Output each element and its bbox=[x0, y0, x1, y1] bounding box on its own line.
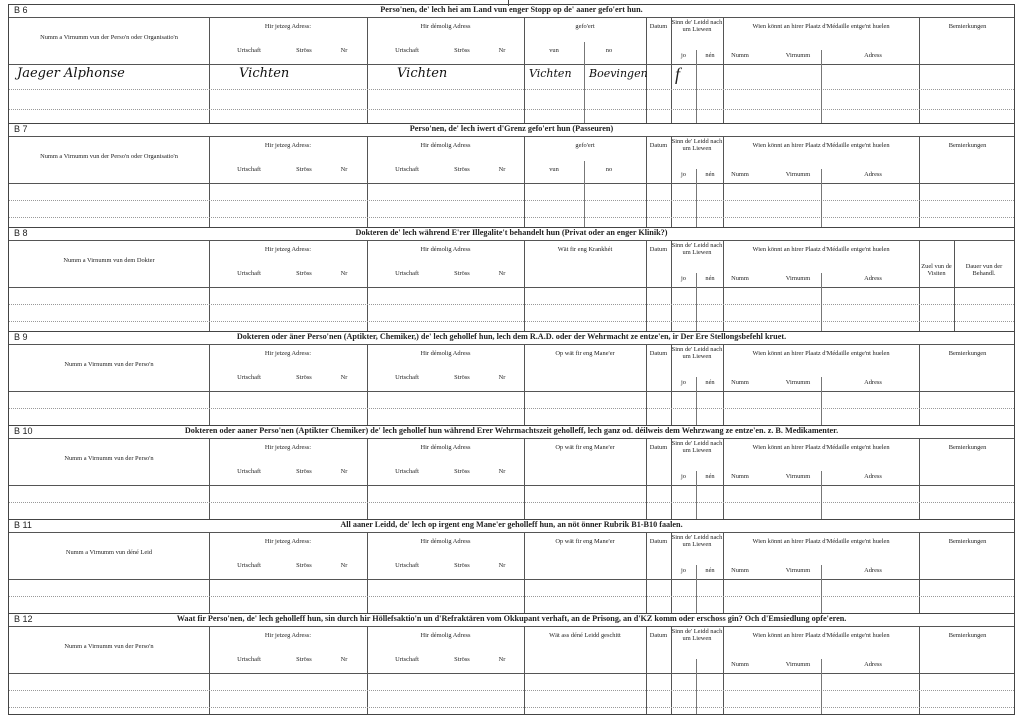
sub-nen: nén bbox=[705, 567, 715, 574]
col-current-address-header: Hir jetzeg Adress: bbox=[264, 142, 312, 149]
entry-row-line bbox=[9, 321, 1014, 322]
column-divider bbox=[367, 627, 368, 714]
sub-urtschaft: Urtschaft bbox=[237, 270, 261, 277]
sub-virnumm: Virnumm bbox=[785, 52, 811, 59]
form-section bbox=[8, 425, 1015, 519]
entry-row-line bbox=[9, 304, 1014, 305]
header-bottom-line bbox=[9, 287, 1014, 288]
entry-row-line bbox=[9, 89, 1014, 90]
column-divider bbox=[367, 137, 368, 227]
col-current-address-header: Hir jetzeg Adress: bbox=[264, 246, 312, 253]
col-datum-header: Datum bbox=[649, 350, 668, 357]
col-middle-header: Wät ass déné Leidd geschitt bbox=[549, 632, 621, 639]
col-current-address-header: Hir jetzeg Adress: bbox=[264, 538, 312, 545]
col-alive-header: Sinn de' Leidd nach um Liewen bbox=[671, 242, 723, 257]
section-grid bbox=[9, 18, 1014, 123]
column-divider bbox=[646, 627, 647, 714]
entry-row-line bbox=[9, 109, 1014, 110]
sub-stross: Ströss bbox=[296, 47, 312, 54]
sub-urtschaft: Urtschaft bbox=[395, 374, 419, 381]
sub-jo: jo bbox=[681, 275, 686, 282]
sub-urtschaft: Urtschaft bbox=[395, 468, 419, 475]
handwritten-name: Jaeger Alphonse bbox=[17, 66, 125, 81]
sub-adress: Adress bbox=[864, 171, 882, 178]
col-visits-header: Zuel vun de Visiten bbox=[921, 263, 952, 278]
sub-stross: Ströss bbox=[296, 166, 312, 173]
col-former-address-header: Hir démolig Adress bbox=[420, 350, 471, 357]
column-divider bbox=[646, 137, 647, 227]
sub-virnumm: Virnumm bbox=[785, 171, 811, 178]
col-alive-header: Sinn de' Leidd nach um Liewen bbox=[671, 138, 723, 153]
sub-nr: Nr bbox=[340, 656, 348, 663]
sub-stross: Ströss bbox=[296, 656, 312, 663]
sub-urtschaft: Urtschaft bbox=[237, 656, 261, 663]
col-alive-header: Sinn de' Leidd nach um Liewen bbox=[671, 628, 723, 643]
col-alive-header: Sinn de' Leidd nach um Liewen bbox=[671, 440, 723, 455]
sub-virnumm: Virnumm bbox=[785, 275, 811, 282]
col-medal-header: Wien könnt an hirer Plaatz d'Médaille entge'nt huelen bbox=[752, 23, 890, 30]
col-middle-header: Wät fir eng Krankhét bbox=[557, 246, 613, 253]
section-grid bbox=[9, 439, 1014, 519]
section-grid bbox=[9, 345, 1014, 425]
section-title: Dokteren oder aaner Perso'nen (Aptikter Chemiker) de' lech gehollef hun während Erer Wehrmachtszeit geholleff, lech ganz od. déilweis dem Wehrzwang ze entze'en. z. B. Medikamenter. bbox=[184, 426, 839, 435]
sub-nen: nén bbox=[705, 275, 715, 282]
col-middle-header: gefo'ert bbox=[575, 142, 595, 149]
handwritten-mark: f bbox=[675, 64, 681, 84]
col-medal-header: Wien könnt an hirer Plaatz d'Médaille entge'nt huelen bbox=[752, 632, 890, 639]
sub-nr: Nr bbox=[498, 166, 506, 173]
column-divider bbox=[723, 241, 724, 331]
sub-vun: vun bbox=[549, 166, 559, 173]
section-id: B 9 bbox=[14, 332, 28, 342]
section-id: B 12 bbox=[14, 614, 33, 624]
form-sheet bbox=[8, 4, 1015, 715]
sub-virnumm: Virnumm bbox=[785, 473, 811, 480]
col-datum-header: Datum bbox=[649, 246, 668, 253]
sub-nr: Nr bbox=[498, 468, 506, 475]
sub-urtschaft: Urtschaft bbox=[237, 562, 261, 569]
sub-urtschaft: Urtschaft bbox=[395, 656, 419, 663]
sub-numm: Numm bbox=[731, 275, 749, 282]
sub-numm: Numm bbox=[731, 379, 749, 386]
header-bottom-line bbox=[9, 391, 1014, 392]
sub-stross: Ströss bbox=[454, 656, 470, 663]
entry-row-line bbox=[9, 707, 1014, 708]
column-divider bbox=[524, 241, 525, 331]
col-former-address-header: Hir démolig Adress bbox=[420, 444, 471, 451]
sub-divider bbox=[696, 50, 697, 123]
col-remarks-header: Bemierkungen bbox=[948, 350, 987, 357]
sub-stross: Ströss bbox=[454, 562, 470, 569]
entry-row-line bbox=[9, 502, 1014, 503]
sub-nen: nén bbox=[705, 379, 715, 386]
header-bottom-line bbox=[9, 183, 1014, 184]
sub-nr: Nr bbox=[498, 374, 506, 381]
column-divider bbox=[919, 18, 920, 123]
sub-urtschaft: Urtschaft bbox=[237, 47, 261, 54]
section-header bbox=[9, 228, 1014, 241]
sub-virnumm: Virnumm bbox=[785, 567, 811, 574]
column-divider bbox=[209, 137, 210, 227]
sub-nr: Nr bbox=[340, 562, 348, 569]
col-name-header: Numm a Virnumm vun déné Leid bbox=[65, 549, 153, 556]
sub-stross: Ströss bbox=[296, 270, 312, 277]
sub-urtschaft: Urtschaft bbox=[395, 270, 419, 277]
handwritten-former-place: Vichten bbox=[397, 66, 448, 81]
sub-urtschaft: Urtschaft bbox=[395, 47, 419, 54]
sub-divider bbox=[584, 161, 585, 227]
column-divider bbox=[209, 241, 210, 331]
col-remarks-header: Bemierkungen bbox=[948, 538, 987, 545]
col-current-address-header: Hir jetzeg Adress: bbox=[264, 23, 312, 30]
col-name-header: Numm a Virnumm vun der Perso'n bbox=[64, 361, 154, 368]
column-divider bbox=[723, 627, 724, 714]
sub-nr: Nr bbox=[498, 47, 506, 54]
sub-jo: jo bbox=[681, 52, 686, 59]
form-section bbox=[8, 519, 1015, 613]
col-current-address-header: Hir jetzeg Adress: bbox=[264, 444, 312, 451]
sub-divider bbox=[821, 377, 822, 425]
header-bottom-line bbox=[9, 64, 1014, 65]
column-divider bbox=[919, 627, 920, 714]
section-title: Perso'nen, de' lech hei am Land vun enger Stopp op de' aaner gefo'ert hun. bbox=[380, 5, 643, 14]
col-remarks-header: Bemierkungen bbox=[948, 632, 987, 639]
sub-vun: vun bbox=[549, 47, 559, 54]
section-title: All aaner Leidd, de' lech op irgent eng Mane'er geholleff hun, an nöt önner Rubrik B1-B10 faalen. bbox=[340, 520, 683, 529]
sub-virnumm: Virnumm bbox=[785, 661, 811, 668]
entry-row-line bbox=[9, 596, 1014, 597]
sub-stross: Ströss bbox=[454, 374, 470, 381]
section-id: B 6 bbox=[14, 5, 28, 15]
col-remarks-header: Bemierkungen bbox=[948, 142, 987, 149]
sub-stross: Ströss bbox=[296, 468, 312, 475]
col-middle-header: Op wät fir eng Mane'er bbox=[555, 538, 615, 545]
col-current-address-header: Hir jetzeg Adress: bbox=[264, 350, 312, 357]
col-former-address-header: Hir démolig Adress bbox=[420, 142, 471, 149]
col-medal-header: Wien könnt an hirer Plaatz d'Médaille entge'nt huelen bbox=[752, 538, 890, 545]
column-divider bbox=[723, 137, 724, 227]
sub-urtschaft: Urtschaft bbox=[237, 374, 261, 381]
sub-numm: Numm bbox=[731, 171, 749, 178]
sub-nen: nén bbox=[705, 473, 715, 480]
sub-divider bbox=[821, 659, 822, 714]
section-header bbox=[9, 426, 1014, 439]
column-divider bbox=[723, 18, 724, 123]
col-datum-header: Datum bbox=[649, 444, 668, 451]
column-divider bbox=[209, 627, 210, 714]
form-section bbox=[8, 227, 1015, 331]
column-divider bbox=[954, 241, 955, 331]
handwritten-from: Vichten bbox=[529, 67, 572, 80]
sub-jo: jo bbox=[681, 171, 686, 178]
sub-nr: Nr bbox=[340, 468, 348, 475]
col-datum-header: Datum bbox=[649, 142, 668, 149]
col-name-header: Numm a Virnumm vun der Perso'n bbox=[64, 643, 154, 650]
sub-urtschaft: Urtschaft bbox=[395, 562, 419, 569]
column-divider bbox=[524, 18, 525, 123]
sub-nr: Nr bbox=[340, 166, 348, 173]
sub-divider bbox=[821, 273, 822, 331]
sub-divider bbox=[696, 273, 697, 331]
col-current-address-header: Hir jetzeg Adress: bbox=[264, 632, 312, 639]
col-former-address-header: Hir démolig Adress bbox=[420, 246, 471, 253]
sub-adress: Adress bbox=[864, 275, 882, 282]
sub-divider bbox=[821, 169, 822, 227]
col-remarks-header: Bemierkungen bbox=[948, 23, 987, 30]
col-former-address-header: Hir démolig Adress bbox=[420, 23, 471, 30]
col-datum-header: Datum bbox=[649, 632, 668, 639]
sub-urtschaft: Urtschaft bbox=[395, 166, 419, 173]
sub-nr: Nr bbox=[498, 656, 506, 663]
sub-divider bbox=[696, 169, 697, 227]
sub-nr: Nr bbox=[498, 562, 506, 569]
sub-numm: Numm bbox=[731, 52, 749, 59]
column-divider bbox=[919, 137, 920, 227]
section-title: Waat fir Perso'nen, de' lech geholleff hun, sin durch hir Höllefsaktio'n un d'Refraktären vom Okkupant verhaft, an de Prisong, an d'KZ komm oder erschoss gin? Och d'Emsiedlung opfe'eren. bbox=[176, 614, 847, 623]
col-former-address-header: Hir démolig Adress bbox=[420, 632, 471, 639]
sub-numm: Numm bbox=[731, 473, 749, 480]
sub-adress: Adress bbox=[864, 567, 882, 574]
col-former-address-header: Hir démolig Adress bbox=[420, 538, 471, 545]
sub-stross: Ströss bbox=[454, 47, 470, 54]
col-name-header: Numm a Virnumm vun der Perso'n oder Organisatio'n bbox=[40, 34, 178, 41]
column-divider bbox=[209, 18, 210, 123]
section-header bbox=[9, 124, 1014, 137]
sub-divider bbox=[696, 377, 697, 425]
entry-row-line bbox=[9, 690, 1014, 691]
sub-jo: jo bbox=[681, 473, 686, 480]
col-alive-header: Sinn de' Leidd nach um Liewen bbox=[671, 346, 723, 361]
sub-stross: Ströss bbox=[454, 468, 470, 475]
sub-numm: Numm bbox=[731, 661, 749, 668]
entry-row-line bbox=[9, 408, 1014, 409]
sub-nen: nén bbox=[705, 171, 715, 178]
sub-no: no bbox=[605, 166, 613, 173]
col-medal-header: Wien könnt an hirer Plaatz d'Médaille entge'nt huelen bbox=[752, 444, 890, 451]
sub-divider bbox=[696, 659, 697, 714]
col-name-header: Numm a Virnumm vun der Perso'n oder Organisatio'n bbox=[40, 153, 178, 160]
col-middle-header: Op wät fir eng Mane'er bbox=[555, 350, 615, 357]
column-divider bbox=[646, 241, 647, 331]
section-header bbox=[9, 614, 1014, 627]
sub-adress: Adress bbox=[864, 52, 882, 59]
sub-divider bbox=[696, 565, 697, 613]
section-grid bbox=[9, 137, 1014, 227]
section-grid bbox=[9, 241, 1014, 331]
column-divider bbox=[524, 137, 525, 227]
col-middle-header: Op wät fir eng Mane'er bbox=[555, 444, 615, 451]
sub-divider bbox=[584, 42, 585, 123]
section-grid bbox=[9, 533, 1014, 613]
col-medal-header: Wien könnt an hirer Plaatz d'Médaille entge'nt huelen bbox=[752, 350, 890, 357]
section-id: B 11 bbox=[14, 520, 32, 530]
sub-urtschaft: Urtschaft bbox=[237, 166, 261, 173]
sub-divider bbox=[821, 565, 822, 613]
section-id: B 7 bbox=[14, 124, 28, 134]
column-divider bbox=[723, 533, 724, 613]
sub-nr: Nr bbox=[340, 374, 348, 381]
sub-nr: Nr bbox=[340, 270, 348, 277]
column-divider bbox=[367, 241, 368, 331]
column-divider bbox=[723, 439, 724, 519]
entry-row-line bbox=[9, 217, 1014, 218]
sub-divider bbox=[696, 471, 697, 519]
col-alive-header: Sinn de' Leidd nach um Liewen bbox=[671, 534, 723, 549]
col-duration-header: Dauer vun der Behandl. bbox=[965, 263, 1003, 278]
form-section bbox=[8, 613, 1015, 715]
column-divider bbox=[671, 18, 672, 123]
form-section bbox=[8, 123, 1015, 227]
section-id: B 10 bbox=[14, 426, 33, 436]
col-name-header: Numm a Virnumm vun dem Dokter bbox=[63, 257, 155, 264]
sub-stross: Ströss bbox=[296, 562, 312, 569]
header-bottom-line bbox=[9, 485, 1014, 486]
sub-divider bbox=[821, 471, 822, 519]
sub-jo: jo bbox=[681, 379, 686, 386]
section-id: B 8 bbox=[14, 228, 28, 238]
section-header bbox=[9, 5, 1014, 18]
col-medal-header: Wien könnt an hirer Plaatz d'Médaille entge'nt huelen bbox=[752, 142, 890, 149]
section-title: Dokteren oder äner Perso'nen (Aptikter, Chemiker,) de' lech gehollef hun, lech dem R.A.D. oder der Wehrmacht ze entze'en, ir Der Ere Stellongsbefehl kruet. bbox=[236, 332, 787, 341]
column-divider bbox=[723, 345, 724, 425]
column-divider bbox=[524, 627, 525, 714]
sub-stross: Ströss bbox=[454, 166, 470, 173]
column-divider bbox=[919, 241, 920, 331]
handwritten-to: Boevingen bbox=[589, 67, 648, 80]
sub-no: no bbox=[605, 47, 613, 54]
form-section bbox=[8, 331, 1015, 425]
sub-stross: Ströss bbox=[454, 270, 470, 277]
sub-nen: nén bbox=[705, 52, 715, 59]
form-section bbox=[8, 4, 1015, 123]
sub-numm: Numm bbox=[731, 567, 749, 574]
col-datum-header: Datum bbox=[649, 23, 668, 30]
section-title: Perso'nen, de' lech iwert d'Grenz gefo'ert hun (Passeuren) bbox=[409, 124, 614, 133]
entry-row-line bbox=[9, 200, 1014, 201]
col-medal-header: Wien könnt an hirer Plaatz d'Médaille entge'nt huelen bbox=[752, 246, 890, 253]
sub-adress: Adress bbox=[864, 661, 882, 668]
section-header bbox=[9, 520, 1014, 533]
sub-nr: Nr bbox=[498, 270, 506, 277]
section-grid bbox=[9, 627, 1014, 714]
col-alive-header: Sinn de' Leidd nach um Liewen bbox=[671, 19, 723, 34]
sub-adress: Adress bbox=[864, 473, 882, 480]
section-header bbox=[9, 332, 1014, 345]
section-title: Dokteren de' lech während E'rer Illegalite't behandelt hun (Privat oder an enger Klinik?) bbox=[355, 228, 668, 237]
col-name-header: Numm a Virnumm vun der Perso'n bbox=[64, 455, 154, 462]
header-bottom-line bbox=[9, 579, 1014, 580]
sub-divider bbox=[821, 50, 822, 123]
sub-adress: Adress bbox=[864, 379, 882, 386]
header-bottom-line bbox=[9, 673, 1014, 674]
sub-nr: Nr bbox=[340, 47, 348, 54]
sub-virnumm: Virnumm bbox=[785, 379, 811, 386]
sub-urtschaft: Urtschaft bbox=[237, 468, 261, 475]
sub-stross: Ströss bbox=[296, 374, 312, 381]
col-datum-header: Datum bbox=[649, 538, 668, 545]
sub-jo: jo bbox=[681, 567, 686, 574]
col-middle-header: gefo'ert bbox=[575, 23, 595, 30]
col-remarks-header: Bemierkungen bbox=[948, 444, 987, 451]
handwritten-current-place: Vichten bbox=[239, 66, 290, 81]
column-divider bbox=[367, 18, 368, 123]
